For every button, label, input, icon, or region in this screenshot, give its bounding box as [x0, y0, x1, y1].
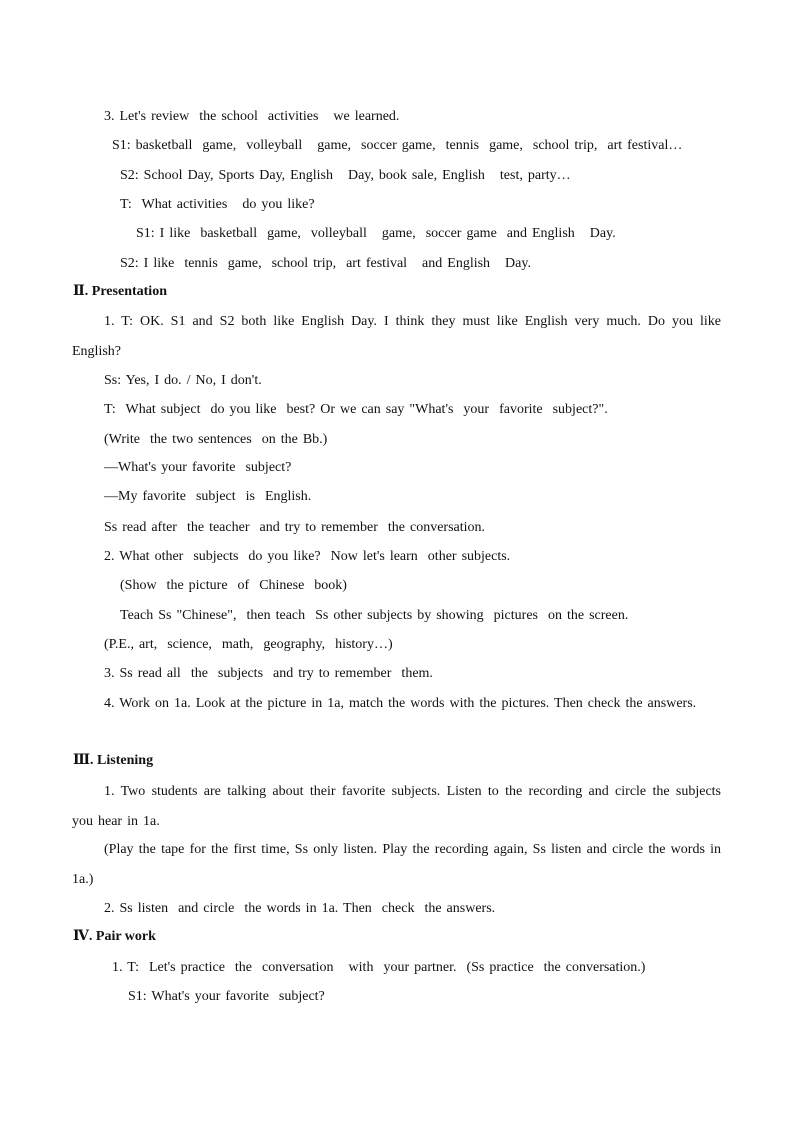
- presentation-subject-list: (P.E., art, science, math, geography, history…): [104, 637, 393, 652]
- presentation-dialog-answer: —My favorite subject is English.: [104, 489, 312, 504]
- review-line-6: S2: I like tennis game, school trip, art festival and English Day.: [120, 256, 531, 271]
- presentation-ss-answer: Ss: Yes, I do. / No, I don't.: [104, 373, 262, 388]
- pairwork-heading: Ⅳ. Pair work: [73, 929, 156, 944]
- review-line-2: S1: basketball game, volleyball game, soccer game, tennis game, school trip, art festival…: [112, 138, 683, 153]
- pairwork-step-1: 1. T: Let's practice the conversation with your partner. (Ss practice the conversation.): [112, 960, 646, 975]
- presentation-heading: Ⅱ. Presentation: [73, 284, 167, 299]
- listening-heading: Ⅲ. Listening: [73, 753, 154, 768]
- presentation-read-after: Ss read after the teacher and try to remember the conversation.: [104, 520, 486, 535]
- presentation-write-note: (Write the two sentences on the Bb.): [104, 432, 328, 447]
- review-line-3: S2: School Day, Sports Day, English Day, book sale, English test, party…: [120, 168, 571, 183]
- presentation-teach-subjects: Teach Ss "Chinese", then teach Ss other subjects by showing pictures on the screen.: [120, 608, 629, 623]
- review-line-5: S1: I like basketball game, volleyball game, soccer game and English Day.: [136, 226, 616, 241]
- presentation-step-3: 3. Ss read all the subjects and try to remember them.: [104, 666, 433, 681]
- listening-step-2: 2. Ss listen and circle the words in 1a. Then check the answers.: [104, 901, 496, 916]
- listening-paragraph-1: 1. Two students are talking about their favorite subjects. Listen to the recording and circle the subjects you hear in 1a.: [72, 784, 721, 829]
- pairwork-s1-question: S1: What's your favorite subject?: [128, 989, 325, 1004]
- presentation-paragraph-1: 1. T: OK. S1 and S2 both like English Day. I think they must like English very much. Do you like English?: [72, 314, 721, 359]
- presentation-show-picture: (Show the picture of Chinese book): [120, 578, 347, 593]
- presentation-dialog-question: —What's your favorite subject?: [104, 460, 292, 475]
- presentation-step-2: 2. What other subjects do you like? Now let's learn other subjects.: [104, 549, 511, 564]
- presentation-teacher-question: T: What subject do you like best? Or we can say "What's your favorite subject?".: [104, 402, 608, 417]
- listening-paragraph-2: (Play the tape for the first time, Ss only listen. Play the recording again, Ss listen and circle the words in 1a.): [72, 842, 721, 887]
- review-line-1: 3. Let's review the school activities we learned.: [104, 109, 400, 124]
- review-line-4: T: What activities do you like?: [120, 197, 315, 212]
- presentation-paragraph-4: 4. Work on 1a. Look at the picture in 1a, match the words with the pictures. Then check the answers.: [104, 696, 697, 711]
